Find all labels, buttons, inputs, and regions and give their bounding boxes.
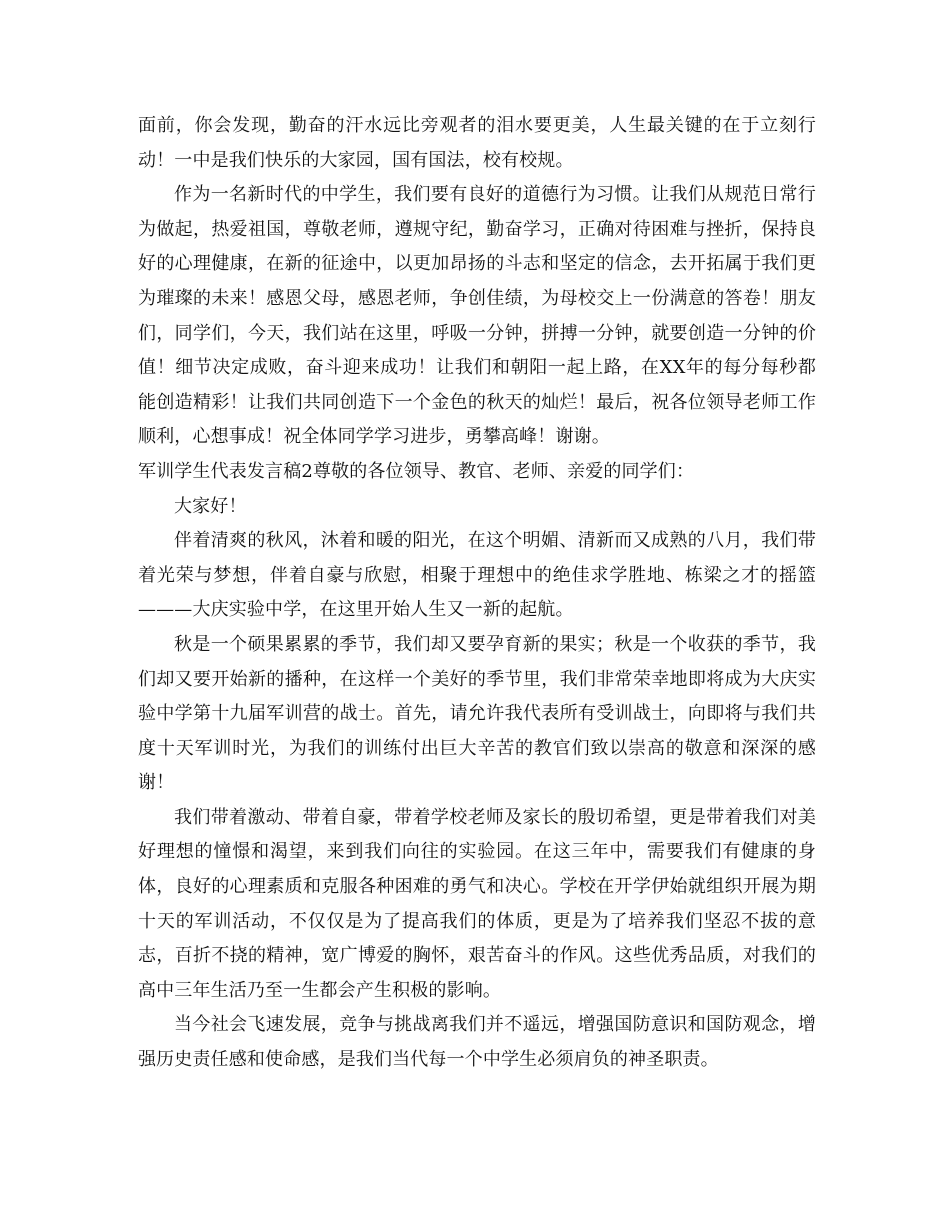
paragraph-2: 作为一名新时代的中学生，我们要有良好的道德行为习惯。让我们从规范日常行为做起，热爱祖国，尊敬老师，遵规守纪，勤奋学习，正确对待困难与挫折，保持良好的心理健康，在新的征途中，以更加昂扬的斗志和坚定的信念，去开拓属于我们更为璀璨的未来！感恩父母，感恩老师，争创佳绩，为母校交上一份满意的答卷！朋友们，同学们，今天，我们站在这里，呼吸一分钟，拼搏一分钟，就要创造一分钟的价值！细节决定成败，奋斗迎来成功！让我们和朝阳一起上路，在XX年的每分每秒都能创造精彩！让我们共同创造下一个金色的秋天的灿烂！最后，祝各位领导老师工作顺利，心想事成！祝全体同学学习进步，勇攀高峰！谢谢。 [138, 184, 816, 448]
paragraph-8: 当今社会飞速发展，竞争与挑战离我们并不遥远，增强国防意识和国防观念，增强历史责任感和使命感，是我们当代每一个中学生必须肩负的神圣职责。 [138, 1014, 816, 1071]
paragraph-3-heading-line: 军训学生代表发言稿2尊敬的各位领导、教官、老师、亲爱的同学们： [138, 460, 695, 482]
paragraph-4-greeting: 大家好！ [174, 495, 247, 517]
document-body [138, 109, 816, 1078]
paragraph-6: 秋是一个硕果累累的季节，我们却又要孕育新的果实；秋是一个收获的季节，我们却又要开始新的播种，在这样一个美好的季节里，我们非常荣幸地即将成为大庆实验中学第十九届军训营的战士。首先，请允许我代表所有受训战士，向即将与我们共度十天军训时光，为我们的训练付出巨大辛苦的教官们致以崇高的敬意和深深的感谢！ [138, 633, 816, 794]
paragraph-5: 伴着清爽的秋风，沐着和暖的阳光，在这个明媚、清新而又成熟的八月，我们带着光荣与梦想，伴着自豪与欣慰，相聚于理想中的绝佳求学胜地、栋梁之才的摇篮———大庆实验中学，在这里开始人生又一新的起航。 [138, 530, 816, 621]
paragraph-1: 面前，你会发现，勤奋的汗水远比旁观者的泪水要更美，人生最关键的在于立刻行动！一中是我们快乐的大家园，国有国法，校有校规。 [138, 115, 816, 171]
paragraph-7: 我们带着激动、带着自豪，带着学校老师及家长的殷切希望，更是带着我们对美好理想的憧憬和渴望，来到我们向往的实验园。在这三年中，需要我们有健康的身体，良好的心理素质和克服各种困难的勇气和决心。学校在开学伊始就组织开展为期十天的军训活动，不仅仅是为了提高我们的体质，更是为了培养我们坚忍不拔的意志，百折不挠的精神，宽广博爱的胸怀，艰苦奋斗的作风。这些优秀品质，对我们的高中三年生活乃至一生都会产生积极的影响。 [138, 806, 816, 1001]
